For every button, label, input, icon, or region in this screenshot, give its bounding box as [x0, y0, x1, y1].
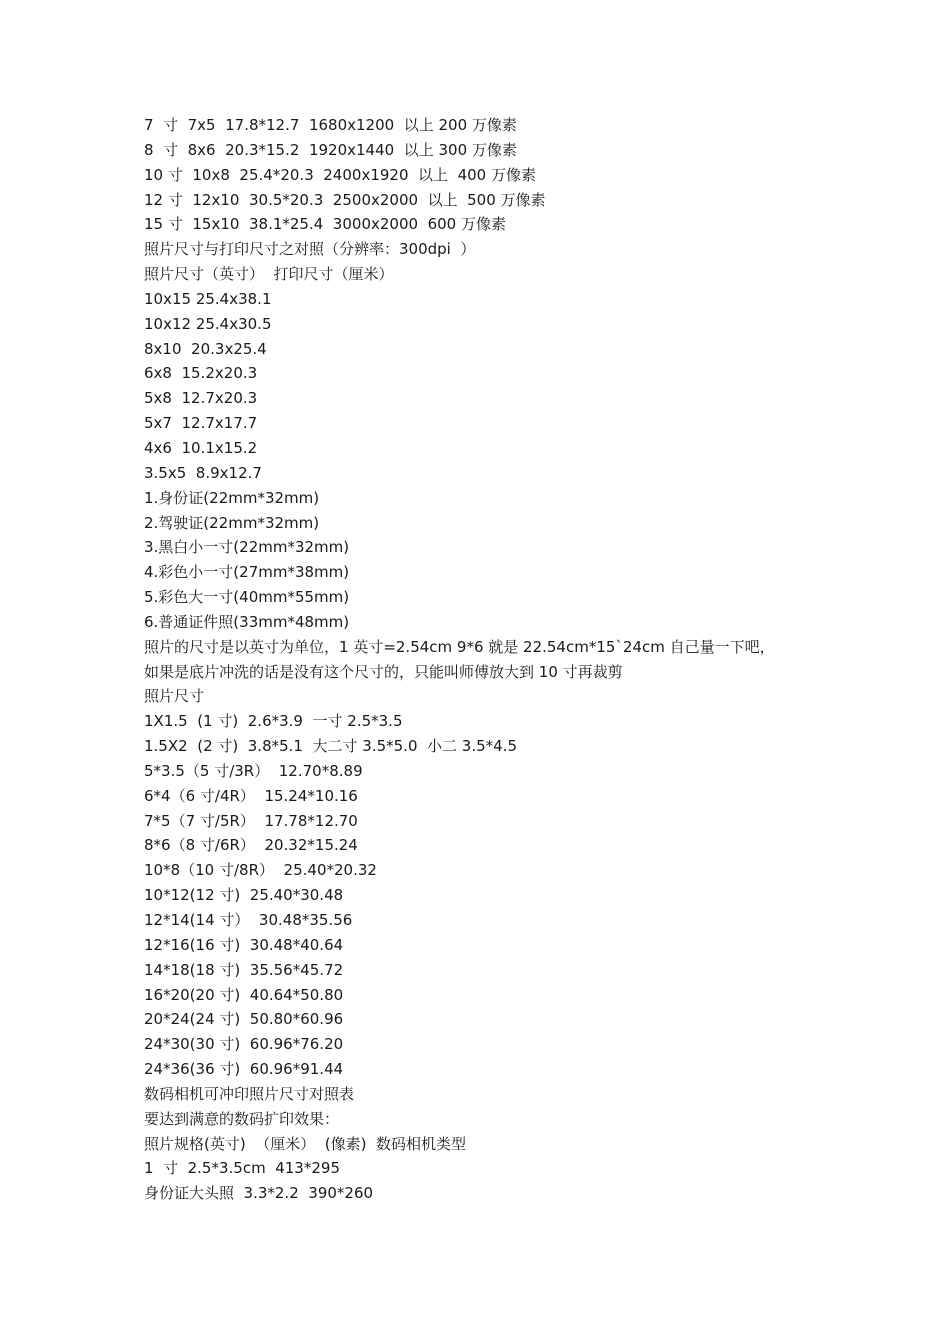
paragraph-line: 如果是底片冲洗的话是没有这个尺寸的，只能叫师傅放大到 10 寸再裁剪	[144, 662, 623, 681]
text-line: 1X1.5 (1 寸) 2.6*3.9 一寸 2.5*3.5	[144, 712, 403, 731]
text-line: 8*6（8 寸/6R） 20.32*15.24	[144, 836, 358, 855]
text-line: 8x10 20.3x25.4	[144, 339, 267, 358]
text-line: 10*12(12 寸) 25.40*30.48	[144, 886, 344, 905]
text-line: 8 寸 8x6 20.3*15.2 1920x1440 以上 300 万像素	[144, 140, 517, 159]
text-line: 6x8 15.2x20.3	[144, 364, 258, 383]
text-line: 3.5x5 8.9x12.7	[144, 463, 262, 482]
list-item: 3.黑白小一寸(22mm*32mm)	[144, 538, 350, 557]
text-line: 7 寸 7x5 17.8*12.7 1680x1200 以上 200 万像素	[144, 116, 517, 134]
section-heading: 照片尺寸与打印尺寸之对照（分辨率：300dpi ）	[144, 240, 476, 259]
list-item: 4.彩色小一寸(27mm*38mm)	[144, 563, 350, 582]
text-line: 24*30(30 寸) 60.96*76.20	[144, 1035, 344, 1054]
text-line: 10 寸 10x8 25.4*20.3 2400x1920 以上 400 万像素	[144, 165, 536, 184]
text-line: 1.5X2 (2 寸) 3.8*5.1 大二寸 3.5*5.0 小二 3.5*4.5	[144, 737, 518, 756]
list-item: 5.彩色大一寸(40mm*55mm)	[144, 588, 350, 607]
text-line: 5x8 12.7x20.3	[144, 389, 258, 408]
text-line: 16*20(20 寸) 40.64*50.80	[144, 985, 344, 1004]
text-line: 4x6 10.1x15.2	[144, 438, 258, 457]
text-line: 5*3.5（5 寸/3R） 12.70*8.89	[144, 761, 363, 780]
list-item: 1.身份证(22mm*32mm)	[144, 488, 320, 507]
text-line: 14*18(18 寸) 35.56*45.72	[144, 960, 344, 979]
text-line: 6*4（6 寸/4R） 15.24*10.16	[144, 786, 358, 805]
text-line: 12 寸 12x10 30.5*20.3 2500x2000 以上 500 万像素	[144, 190, 546, 209]
text-line: 24*36(36 寸) 60.96*91.44	[144, 1060, 344, 1079]
text-line: 12*16(16 寸) 30.48*40.64	[144, 935, 344, 954]
text-line: 1 寸 2.5*3.5cm 413*295	[144, 1159, 340, 1178]
text-line: 20*24(24 寸) 50.80*60.96	[144, 1010, 344, 1029]
list-item: 6.普通证件照(33mm*48mm)	[144, 612, 350, 631]
section-heading: 数码相机可冲印照片尺寸对照表	[144, 1084, 355, 1103]
table-header: 照片尺寸（英寸） 打印尺寸（厘米）	[144, 265, 394, 284]
text-line: 15 寸 15x10 38.1*25.4 3000x2000 600 万像素	[144, 215, 506, 234]
document-body	[144, 113, 844, 1206]
text-line: 7*5（7 寸/5R） 17.78*12.70	[144, 811, 358, 830]
text-line: 12*14(14 寸） 30.48*35.56	[144, 911, 353, 929]
list-item: 2.驾驶证(22mm*32mm)	[144, 513, 320, 532]
text-line: 10x12 25.4x30.5	[144, 314, 272, 333]
paragraph-line: 要达到满意的数码扩印效果：	[144, 1109, 340, 1128]
text-line: 10x15 25.4x38.1	[144, 289, 272, 308]
text-line: 5x7 12.7x17.7	[144, 414, 258, 433]
text-line: 10*8（10 寸/8R） 25.40*20.32	[144, 861, 377, 880]
paragraph-line: 照片的尺寸是以英寸为单位，1 英寸=2.54cm 9*6 就是 22.54cm*15`24cm 自己量一下吧，	[144, 637, 775, 656]
text-line: 身份证大头照 3.3*2.2 390*260	[144, 1184, 374, 1203]
table-header: 照片规格(英寸) （厘米） (像素) 数码相机类型	[144, 1134, 467, 1153]
section-heading: 照片尺寸	[144, 687, 205, 706]
